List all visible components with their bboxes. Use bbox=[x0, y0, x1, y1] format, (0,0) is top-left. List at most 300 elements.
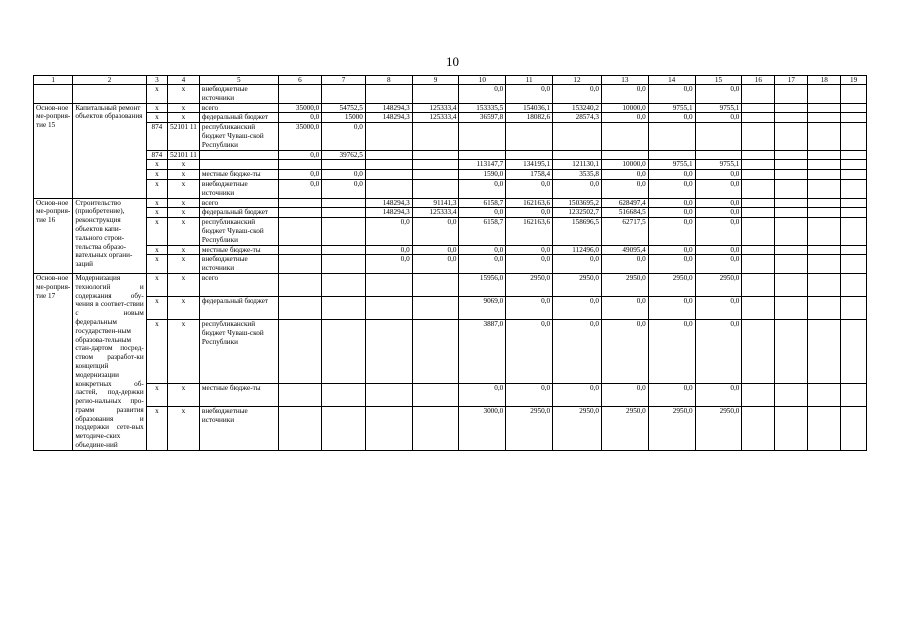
table-cell bbox=[506, 123, 553, 150]
table-cell bbox=[841, 218, 867, 245]
table-row bbox=[34, 218, 867, 245]
table-cell: х bbox=[146, 198, 167, 208]
table-cell: 158696,5 bbox=[553, 218, 602, 245]
table-cell: 112496,0 bbox=[553, 245, 602, 255]
table-cell: 0,0 bbox=[648, 296, 695, 319]
table-cell: 0,0 bbox=[648, 179, 695, 198]
funding-source-cell: местные бюдже-ты bbox=[199, 384, 278, 407]
table-cell bbox=[365, 384, 412, 407]
table-cell: 0,0 bbox=[695, 255, 742, 274]
table-cell: 0,0 bbox=[648, 208, 695, 218]
table-cell bbox=[365, 179, 412, 198]
table-cell: 15000 bbox=[322, 113, 366, 123]
table-cell bbox=[742, 85, 775, 104]
column-header: 9 bbox=[412, 76, 459, 85]
table-cell: 35000,0 bbox=[278, 103, 322, 113]
table-row bbox=[34, 319, 867, 383]
table-cell: х bbox=[146, 245, 167, 255]
table-cell: 0,0 bbox=[648, 245, 695, 255]
table-row bbox=[34, 273, 867, 296]
table-cell bbox=[322, 85, 366, 104]
table-cell: х bbox=[168, 160, 200, 170]
table-cell bbox=[742, 218, 775, 245]
table-cell: 3887,0 bbox=[459, 319, 506, 383]
table-cell bbox=[278, 160, 322, 170]
table-cell bbox=[742, 208, 775, 218]
table-cell: 3535,8 bbox=[553, 170, 602, 180]
column-header: 13 bbox=[601, 76, 648, 85]
table-cell bbox=[365, 319, 412, 383]
table-cell: 0,0 bbox=[278, 170, 322, 180]
column-header: 16 bbox=[742, 76, 775, 85]
table-cell: 9069,0 bbox=[459, 296, 506, 319]
table-cell bbox=[278, 255, 322, 274]
table-cell: х bbox=[168, 103, 200, 113]
table-cell bbox=[808, 170, 841, 180]
funding-source-cell: республиканский бюджет Чуваш-ской Республики bbox=[199, 123, 278, 150]
table-cell bbox=[808, 85, 841, 104]
table-cell: 0,0 bbox=[695, 170, 742, 180]
table-cell: 9755,1 bbox=[648, 160, 695, 170]
table-cell bbox=[601, 123, 648, 150]
funding-source-cell bbox=[199, 160, 278, 170]
table-cell bbox=[742, 296, 775, 319]
table-cell: 0,0 bbox=[506, 255, 553, 274]
table-cell: 0,0 bbox=[506, 245, 553, 255]
table-cell: 0,0 bbox=[278, 150, 322, 160]
table-cell: 874 bbox=[146, 150, 167, 160]
table-cell: х bbox=[146, 160, 167, 170]
table-cell bbox=[412, 170, 459, 180]
table-cell bbox=[775, 150, 808, 160]
table-cell: х bbox=[146, 170, 167, 180]
table-cell bbox=[278, 218, 322, 245]
table-cell bbox=[808, 407, 841, 451]
table-cell: 162163,6 bbox=[506, 198, 553, 208]
description-cell: Модернизация технологий и содержания обу-чения в соответ-ствии с новым федеральным государствен-ным образова-тельным стан-дартом посред-ством разработ-ки концепций модернизации конкретных об-ластей, под-держки регио-нальных про-грамм развития образования и поддержки сете-вых методиче-ских объедине-ний bbox=[73, 273, 146, 450]
table-cell: 0,0 bbox=[553, 384, 602, 407]
table-cell bbox=[278, 273, 322, 296]
table-cell: 0,0 bbox=[601, 384, 648, 407]
table-cell bbox=[365, 160, 412, 170]
funding-source-cell: республиканский бюджет Чуваш-ской Республики bbox=[199, 319, 278, 383]
table-cell: 2950,0 bbox=[695, 407, 742, 451]
table-cell: 0,0 bbox=[322, 123, 366, 150]
table-cell: 49095,4 bbox=[601, 245, 648, 255]
table-cell: 0,0 bbox=[506, 208, 553, 218]
table-cell bbox=[775, 407, 808, 451]
table-cell bbox=[742, 123, 775, 150]
table-cell: 2950,0 bbox=[506, 273, 553, 296]
table-cell bbox=[322, 198, 366, 208]
table-cell bbox=[742, 113, 775, 123]
table-cell bbox=[742, 245, 775, 255]
table-row bbox=[34, 160, 867, 170]
table-cell bbox=[775, 123, 808, 150]
table-cell bbox=[775, 198, 808, 208]
table-row bbox=[34, 208, 867, 218]
table-cell bbox=[695, 150, 742, 160]
table-cell bbox=[841, 245, 867, 255]
table-cell bbox=[278, 85, 322, 104]
table-cell bbox=[412, 179, 459, 198]
table-cell: 0,0 bbox=[648, 255, 695, 274]
table-cell: 0,0 bbox=[695, 85, 742, 104]
table-cell bbox=[322, 384, 366, 407]
table-cell: 62717,5 bbox=[601, 218, 648, 245]
table-cell: х bbox=[168, 296, 200, 319]
table-cell: 6158,7 bbox=[459, 218, 506, 245]
table-cell bbox=[742, 150, 775, 160]
table-cell bbox=[841, 179, 867, 198]
table-cell bbox=[412, 123, 459, 150]
table-cell bbox=[775, 218, 808, 245]
table-cell bbox=[775, 179, 808, 198]
table-cell: 2950,0 bbox=[601, 273, 648, 296]
table-cell: 0,0 bbox=[553, 179, 602, 198]
table-cell: 28574,3 bbox=[553, 113, 602, 123]
table-cell: 121130,1 bbox=[553, 160, 602, 170]
table-cell bbox=[841, 123, 867, 150]
table-cell: х bbox=[168, 218, 200, 245]
table-cell bbox=[808, 123, 841, 150]
table-cell bbox=[742, 319, 775, 383]
table-cell bbox=[808, 296, 841, 319]
table-cell: 39762,5 bbox=[322, 150, 366, 160]
table-cell bbox=[412, 319, 459, 383]
table-cell: 52101 11 bbox=[168, 123, 200, 150]
table-cell bbox=[775, 245, 808, 255]
funding-source-cell: республиканский бюджет Чуваш-ской Республики bbox=[199, 218, 278, 245]
table-cell: 0,0 bbox=[553, 255, 602, 274]
table-cell bbox=[322, 407, 366, 451]
table-cell bbox=[808, 218, 841, 245]
table-cell bbox=[322, 255, 366, 274]
table-cell bbox=[808, 273, 841, 296]
table-cell bbox=[841, 103, 867, 113]
funding-source-cell: всего bbox=[199, 198, 278, 208]
table-row bbox=[34, 296, 867, 319]
table-cell bbox=[808, 255, 841, 274]
table-cell: 0,0 bbox=[412, 255, 459, 274]
table-cell: 2950,0 bbox=[506, 407, 553, 451]
table-cell bbox=[648, 123, 695, 150]
table-cell: 6158,7 bbox=[459, 198, 506, 208]
table-cell: 125333,4 bbox=[412, 208, 459, 218]
table-cell: 148294,3 bbox=[365, 208, 412, 218]
column-header: 8 bbox=[365, 76, 412, 85]
table-cell: 0,0 bbox=[553, 296, 602, 319]
activity-cell bbox=[34, 85, 73, 104]
table-cell bbox=[365, 273, 412, 296]
table-cell: 0,0 bbox=[459, 255, 506, 274]
table-cell bbox=[412, 273, 459, 296]
activity-cell: Основ-ное ме-роприя-тие 17 bbox=[34, 273, 73, 450]
table-cell bbox=[808, 150, 841, 160]
table-cell: 148294,3 bbox=[365, 103, 412, 113]
table-cell bbox=[808, 319, 841, 383]
table-cell: 0,0 bbox=[365, 255, 412, 274]
table-row bbox=[34, 103, 867, 113]
funding-source-cell: федеральный бюджет bbox=[199, 113, 278, 123]
table-cell: х bbox=[168, 407, 200, 451]
column-header: 6 bbox=[278, 76, 322, 85]
table-cell: х bbox=[146, 103, 167, 113]
table-cell: х bbox=[168, 245, 200, 255]
table-cell: 0,0 bbox=[412, 245, 459, 255]
table-row bbox=[34, 113, 867, 123]
table-cell bbox=[742, 170, 775, 180]
table-row bbox=[34, 245, 867, 255]
table-cell bbox=[322, 245, 366, 255]
table-cell: 2950,0 bbox=[553, 407, 602, 451]
table-cell bbox=[412, 296, 459, 319]
table-cell: 0,0 bbox=[322, 179, 366, 198]
table-cell: 125333,4 bbox=[412, 103, 459, 113]
table-cell bbox=[775, 319, 808, 383]
table-cell bbox=[601, 150, 648, 160]
table-cell bbox=[322, 218, 366, 245]
table-cell: х bbox=[146, 218, 167, 245]
table-row bbox=[34, 123, 867, 150]
budget-table bbox=[33, 75, 867, 451]
table-cell bbox=[841, 208, 867, 218]
table-cell bbox=[459, 150, 506, 160]
table-cell: 0,0 bbox=[648, 198, 695, 208]
table-cell bbox=[808, 384, 841, 407]
table-cell: 0,0 bbox=[601, 179, 648, 198]
table-cell: 1590,0 bbox=[459, 170, 506, 180]
table-cell bbox=[322, 296, 366, 319]
table-cell bbox=[742, 407, 775, 451]
table-cell: 0,0 bbox=[695, 384, 742, 407]
table-cell: 10000,0 bbox=[601, 103, 648, 113]
table-cell: 125333,4 bbox=[412, 113, 459, 123]
table-cell bbox=[742, 160, 775, 170]
table-cell: х bbox=[168, 170, 200, 180]
table-cell bbox=[365, 170, 412, 180]
table-cell: 9755,1 bbox=[695, 103, 742, 113]
table-cell: 0,0 bbox=[365, 245, 412, 255]
table-cell: 154036,1 bbox=[506, 103, 553, 113]
table-row bbox=[34, 85, 867, 104]
table-cell: 52101 11 bbox=[168, 150, 200, 160]
table-cell: 0,0 bbox=[695, 113, 742, 123]
description-cell: Строительство (приобретение), реконструкция объектов капи-тального строи-тельства образо-вательных органи-заций bbox=[73, 198, 146, 273]
description-cell: Капитальный ремонт объектов образования bbox=[73, 103, 146, 198]
table-cell bbox=[808, 113, 841, 123]
table-cell: х bbox=[168, 208, 200, 218]
table-cell bbox=[695, 123, 742, 150]
table-cell bbox=[412, 150, 459, 160]
table-cell: 0,0 bbox=[695, 198, 742, 208]
table-cell: 0,0 bbox=[459, 208, 506, 218]
table-cell bbox=[412, 85, 459, 104]
table-cell bbox=[742, 103, 775, 113]
column-header: 4 bbox=[168, 76, 200, 85]
table-cell: х bbox=[146, 208, 167, 218]
table-cell: 3000,0 bbox=[459, 407, 506, 451]
table-cell: 0,0 bbox=[648, 170, 695, 180]
table-cell: х bbox=[146, 319, 167, 383]
table-cell bbox=[412, 384, 459, 407]
table-cell bbox=[322, 319, 366, 383]
table-cell: 0,0 bbox=[648, 113, 695, 123]
funding-source-cell: внебюджетные источники bbox=[199, 407, 278, 451]
table-cell bbox=[775, 296, 808, 319]
table-cell bbox=[278, 319, 322, 383]
table-cell: 0,0 bbox=[648, 85, 695, 104]
table-cell bbox=[841, 407, 867, 451]
table-cell: 1758,4 bbox=[506, 170, 553, 180]
table-cell: х bbox=[146, 296, 167, 319]
table-cell bbox=[841, 85, 867, 104]
table-cell bbox=[742, 179, 775, 198]
table-cell: 0,0 bbox=[459, 179, 506, 198]
table-cell bbox=[278, 296, 322, 319]
table-cell bbox=[808, 179, 841, 198]
table-cell: х bbox=[146, 273, 167, 296]
table-cell bbox=[841, 319, 867, 383]
table-cell bbox=[841, 198, 867, 208]
table-cell bbox=[841, 384, 867, 407]
funding-source-cell: внебюджетные источники bbox=[199, 85, 278, 104]
table-cell: 153335,5 bbox=[459, 103, 506, 113]
table-cell: 0,0 bbox=[601, 113, 648, 123]
table-cell: 0,0 bbox=[601, 170, 648, 180]
table-cell bbox=[365, 123, 412, 150]
table-cell bbox=[278, 384, 322, 407]
table-cell bbox=[841, 150, 867, 160]
table-row bbox=[34, 150, 867, 160]
table-cell bbox=[808, 198, 841, 208]
table-cell: х bbox=[146, 384, 167, 407]
table-cell bbox=[775, 160, 808, 170]
table-cell: 9755,1 bbox=[695, 160, 742, 170]
table-cell: 1232502,7 bbox=[553, 208, 602, 218]
table-cell: х bbox=[146, 179, 167, 198]
header-row bbox=[34, 76, 867, 85]
column-header: 15 bbox=[695, 76, 742, 85]
table-cell: 0,0 bbox=[695, 218, 742, 245]
table-row bbox=[34, 170, 867, 180]
column-header: 14 bbox=[648, 76, 695, 85]
funding-source-cell: местные бюдже-ты bbox=[199, 170, 278, 180]
table-cell: х bbox=[146, 407, 167, 451]
funding-source-cell: всего bbox=[199, 273, 278, 296]
table-cell bbox=[553, 150, 602, 160]
funding-source-cell: федеральный бюджет bbox=[199, 296, 278, 319]
table-cell: 0,0 bbox=[459, 85, 506, 104]
table-cell bbox=[365, 150, 412, 160]
column-header: 7 bbox=[322, 76, 366, 85]
table-cell: 113147,7 bbox=[459, 160, 506, 170]
table-cell bbox=[775, 384, 808, 407]
table-cell bbox=[841, 160, 867, 170]
table-cell: 0,0 bbox=[601, 319, 648, 383]
table-cell: 0,0 bbox=[506, 179, 553, 198]
table-cell bbox=[742, 198, 775, 208]
table-cell: х bbox=[146, 255, 167, 274]
table-cell bbox=[808, 245, 841, 255]
funding-source-cell: федеральный бюджет bbox=[199, 208, 278, 218]
table-cell: 36597,8 bbox=[459, 113, 506, 123]
table-cell: 2950,0 bbox=[601, 407, 648, 451]
column-header: 1 bbox=[34, 76, 73, 85]
table-cell: 0,0 bbox=[506, 296, 553, 319]
table-cell bbox=[322, 208, 366, 218]
funding-source-cell: местные бюдже-ты bbox=[199, 245, 278, 255]
table-cell: х bbox=[168, 384, 200, 407]
table-cell bbox=[553, 123, 602, 150]
activity-cell: Основ-ное ме-роприя-тие 16 bbox=[34, 198, 73, 273]
column-header: 5 bbox=[199, 76, 278, 85]
table-cell: 628497,4 bbox=[601, 198, 648, 208]
table-cell: 0,0 bbox=[695, 319, 742, 383]
table-cell: 2950,0 bbox=[553, 273, 602, 296]
table-cell: х bbox=[146, 85, 167, 104]
table-cell: 0,0 bbox=[695, 245, 742, 255]
table-cell: 91141,3 bbox=[412, 198, 459, 208]
description-cell bbox=[73, 85, 146, 104]
column-header: 10 bbox=[459, 76, 506, 85]
table-cell bbox=[775, 113, 808, 123]
funding-source-cell: всего bbox=[199, 103, 278, 113]
table-cell bbox=[841, 113, 867, 123]
table-cell: 0,0 bbox=[695, 208, 742, 218]
table-row bbox=[34, 384, 867, 407]
table-cell bbox=[742, 255, 775, 274]
table-cell: 134195,1 bbox=[506, 160, 553, 170]
table-cell: 0,0 bbox=[412, 218, 459, 245]
table-cell bbox=[808, 160, 841, 170]
table-cell: 2950,0 bbox=[648, 407, 695, 451]
table-cell: х bbox=[146, 113, 167, 123]
table-cell: х bbox=[168, 255, 200, 274]
table-cell: х bbox=[168, 179, 200, 198]
table-cell bbox=[841, 296, 867, 319]
table-cell: 148294,3 bbox=[365, 113, 412, 123]
table-cell bbox=[365, 407, 412, 451]
table-cell: 2950,0 bbox=[648, 273, 695, 296]
table-cell: х bbox=[168, 319, 200, 383]
column-header: 12 bbox=[553, 76, 602, 85]
table-cell: 0,0 bbox=[601, 296, 648, 319]
table-cell: 10000,0 bbox=[601, 160, 648, 170]
table-cell bbox=[775, 208, 808, 218]
column-header: 2 bbox=[73, 76, 146, 85]
table-row bbox=[34, 198, 867, 208]
table-cell: 0,0 bbox=[648, 218, 695, 245]
table-cell bbox=[775, 273, 808, 296]
column-header: 18 bbox=[808, 76, 841, 85]
page-number: 10 bbox=[446, 54, 459, 69]
table-cell bbox=[648, 150, 695, 160]
table-cell: 0,0 bbox=[278, 179, 322, 198]
table-cell bbox=[841, 273, 867, 296]
table-cell bbox=[808, 103, 841, 113]
table-cell: 0,0 bbox=[506, 319, 553, 383]
table-cell: 0,0 bbox=[365, 218, 412, 245]
funding-source-cell: внебюджетные источники bbox=[199, 255, 278, 274]
table-cell bbox=[278, 208, 322, 218]
table-cell: 18082,6 bbox=[506, 113, 553, 123]
table-cell bbox=[278, 245, 322, 255]
table-cell bbox=[775, 255, 808, 274]
column-header: 11 bbox=[506, 76, 553, 85]
table-cell: 153240,2 bbox=[553, 103, 602, 113]
table-cell: 162163,6 bbox=[506, 218, 553, 245]
